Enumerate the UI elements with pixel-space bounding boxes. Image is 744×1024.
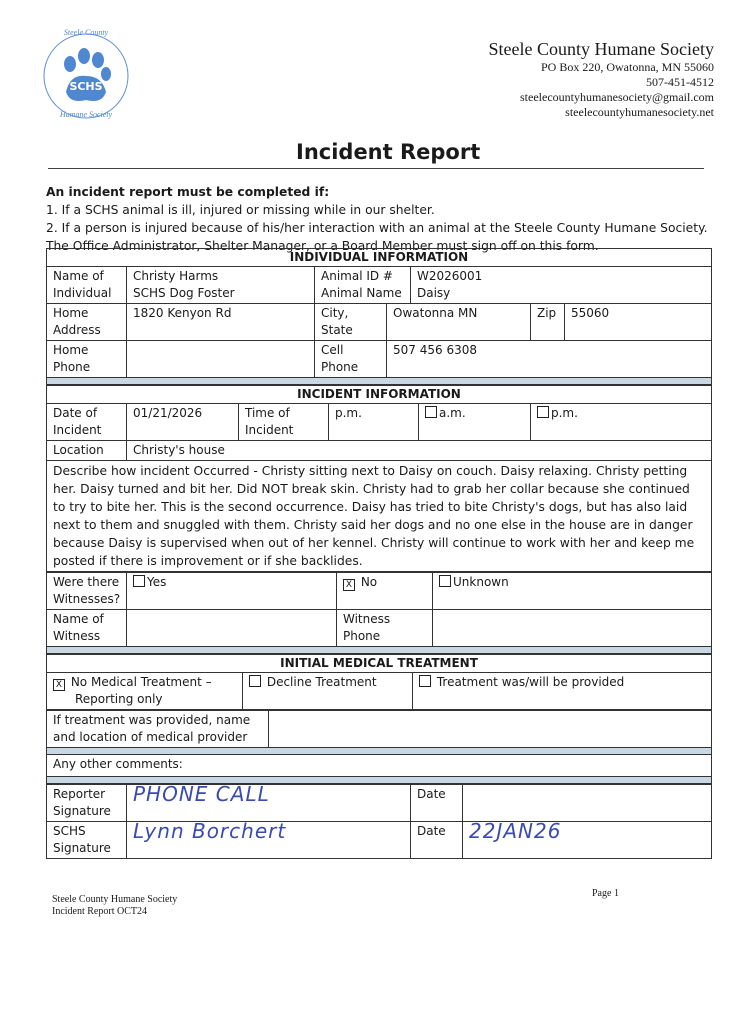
am-label: a.m. bbox=[439, 406, 466, 420]
description-cell[interactable] bbox=[47, 461, 712, 572]
shaded-divider bbox=[47, 378, 712, 385]
schs-signature[interactable] bbox=[127, 819, 411, 859]
org-phone: 507-451-4512 bbox=[646, 75, 714, 89]
intro-signoff: The Office Administrator, Shelter Manager, or a Board Member must sign off on this form. bbox=[46, 239, 599, 253]
reporter-signature[interactable] bbox=[127, 782, 411, 822]
provided-label: Treatment was/will be provided bbox=[436, 675, 625, 689]
title-divider bbox=[48, 168, 704, 169]
no-treatment-label: No Medical Treatment – bbox=[70, 675, 212, 689]
name-value-2: SCHS Dog Foster bbox=[133, 286, 235, 300]
home-address-label: Home Address bbox=[47, 304, 127, 341]
page-title: Incident Report bbox=[296, 140, 481, 164]
animal-name-label: Animal Name bbox=[321, 286, 402, 300]
am-option[interactable] bbox=[419, 404, 531, 441]
no-label: No bbox=[360, 575, 378, 589]
name-label: Name of Individual bbox=[47, 267, 127, 304]
yes-option[interactable] bbox=[127, 573, 337, 610]
section-incident: INCIDENT INFORMATION bbox=[47, 386, 712, 404]
time-label: Time of Incident bbox=[239, 404, 329, 441]
location-value[interactable]: Christy's house bbox=[127, 441, 712, 461]
schs-label: SCHS Signature bbox=[47, 822, 127, 859]
intro-item-2: 2. If a person is injured because of his/her interaction with an animal at the Steele County Humane Society. bbox=[46, 221, 708, 235]
schs-date-cell[interactable] bbox=[463, 819, 712, 859]
logo-ring-top: Steele County bbox=[63, 28, 109, 37]
footer bbox=[52, 894, 177, 918]
animal-labels bbox=[315, 267, 411, 304]
decline-option[interactable] bbox=[243, 673, 413, 710]
provider-table bbox=[46, 710, 712, 784]
witness-phone-value[interactable] bbox=[433, 610, 712, 647]
animal-name-value: Daisy bbox=[417, 286, 451, 300]
section-individual: INDIVIDUAL INFORMATION bbox=[47, 249, 712, 267]
provided-option[interactable] bbox=[413, 673, 712, 710]
animal-values[interactable] bbox=[411, 267, 712, 304]
cell-label: Cell Phone bbox=[315, 341, 387, 378]
no-treatment-checkbox[interactable]: X bbox=[53, 679, 65, 691]
yes-checkbox[interactable] bbox=[133, 575, 145, 587]
unknown-label: Unknown bbox=[453, 575, 509, 589]
section-medical: INITIAL MEDICAL TREATMENT bbox=[47, 655, 712, 673]
no-option[interactable] bbox=[337, 573, 433, 610]
footer-line-2: Incident Report OCT24 bbox=[52, 906, 147, 917]
date-value[interactable]: 01/21/2026 bbox=[127, 404, 239, 441]
describe-label: Describe how incident Occurred - bbox=[53, 464, 262, 478]
decline-label: Decline Treatment bbox=[266, 675, 377, 689]
date-label: Date of Incident bbox=[47, 404, 127, 441]
home-phone-value[interactable] bbox=[127, 341, 315, 378]
provided-checkbox[interactable] bbox=[419, 675, 431, 687]
witness-table bbox=[46, 572, 712, 654]
schs-logo bbox=[40, 26, 132, 126]
witness-name-label: Name of Witness bbox=[47, 610, 127, 647]
city-label: City, State bbox=[315, 304, 387, 341]
page-number: Page 1 bbox=[592, 888, 619, 899]
pm-option[interactable] bbox=[531, 404, 712, 441]
incident-form bbox=[46, 248, 712, 859]
name-value: Christy Harms bbox=[133, 269, 219, 283]
witness-name-value[interactable] bbox=[127, 610, 337, 647]
org-contact-block bbox=[489, 38, 714, 120]
incident-table bbox=[46, 385, 712, 572]
decline-checkbox[interactable] bbox=[249, 675, 261, 687]
schs-date-value: 22JAN26 bbox=[469, 819, 562, 843]
logo-ring-bottom: Humane Society bbox=[59, 110, 113, 119]
comments-cell[interactable] bbox=[47, 755, 712, 777]
name-cell[interactable] bbox=[127, 267, 315, 304]
time-value[interactable]: p.m. bbox=[329, 404, 419, 441]
home-address-value[interactable]: 1820 Kenyon Rd bbox=[127, 304, 315, 341]
no-checkbox[interactable]: X bbox=[343, 579, 355, 591]
yes-label: Yes bbox=[147, 575, 167, 589]
org-email: steelecountyhumanesociety@gmail.com bbox=[520, 90, 714, 104]
reporter-label: Reporter Signature bbox=[47, 785, 127, 822]
animal-id-value: W2026001 bbox=[417, 269, 483, 283]
provider-label: If treatment was provided, name and location of medical provider bbox=[47, 711, 269, 748]
intro-item-1: 1. If a SCHS animal is ill, injured or missing while in our shelter. bbox=[46, 203, 435, 217]
reporter-date-label: Date bbox=[411, 785, 463, 822]
home-phone-label: Home Phone bbox=[47, 341, 127, 378]
am-checkbox[interactable] bbox=[425, 406, 437, 418]
animal-id-label: Animal ID # bbox=[321, 269, 393, 283]
intro-heading: An incident report must be completed if: bbox=[46, 185, 330, 199]
zip-value[interactable]: 55060 bbox=[565, 304, 712, 341]
org-address: PO Box 220, Owatonna, MN 55060 bbox=[541, 60, 714, 74]
reporter-signature-value: PHONE CALL bbox=[133, 782, 270, 806]
unknown-option[interactable] bbox=[433, 573, 712, 610]
zip-label: Zip bbox=[531, 304, 565, 341]
schs-signature-value: Lynn Borchert bbox=[133, 819, 287, 843]
witnesses-label: Were there Witnesses? bbox=[47, 573, 127, 610]
reporter-date-value[interactable] bbox=[463, 785, 712, 822]
shaded-divider-3 bbox=[47, 748, 712, 755]
cell-value[interactable]: 507 456 6308 bbox=[387, 341, 712, 378]
location-label: Location bbox=[47, 441, 127, 461]
shaded-divider-2 bbox=[47, 647, 712, 654]
pm-checkbox[interactable] bbox=[537, 406, 549, 418]
schs-date-label: Date bbox=[411, 822, 463, 859]
city-value[interactable]: Owatonna MN bbox=[387, 304, 531, 341]
logo-text: SCHS bbox=[69, 80, 103, 93]
org-name: Steele County Humane Society bbox=[488, 39, 714, 59]
comments-label: Any other comments: bbox=[53, 757, 183, 771]
org-website: steelecountyhumanesociety.net bbox=[565, 105, 714, 119]
provider-value[interactable] bbox=[269, 711, 712, 748]
no-treatment-label-2: Reporting only bbox=[75, 692, 163, 706]
witness-phone-label: Witness Phone bbox=[337, 610, 433, 647]
intro-block bbox=[46, 183, 726, 255]
footer-line-1: Steele County Humane Society bbox=[52, 894, 178, 905]
signature-table bbox=[46, 784, 712, 859]
pm-label: p.m. bbox=[551, 406, 578, 420]
unknown-checkbox[interactable] bbox=[439, 575, 451, 587]
individual-table bbox=[46, 248, 712, 385]
describe-value: Christy sitting next to Daisy on couch. Daisy relaxing. Christy petting her. Daisy turned and bit her. Did NOT break skin. Christy had to grab her collar because she continued to try to bite her. This is the second occurrence. Daisy has tried to bite Christy's dogs, but has also laid next to them and snuggled with them. Christy said her dogs and no one else in the house are in danger because Daisy is supervised when out of her kennel. Christy will continue to work with her and keep me posted if there is improvement or if she backlides. bbox=[53, 464, 695, 568]
medical-table bbox=[46, 654, 712, 710]
no-treatment-option[interactable] bbox=[47, 673, 243, 710]
